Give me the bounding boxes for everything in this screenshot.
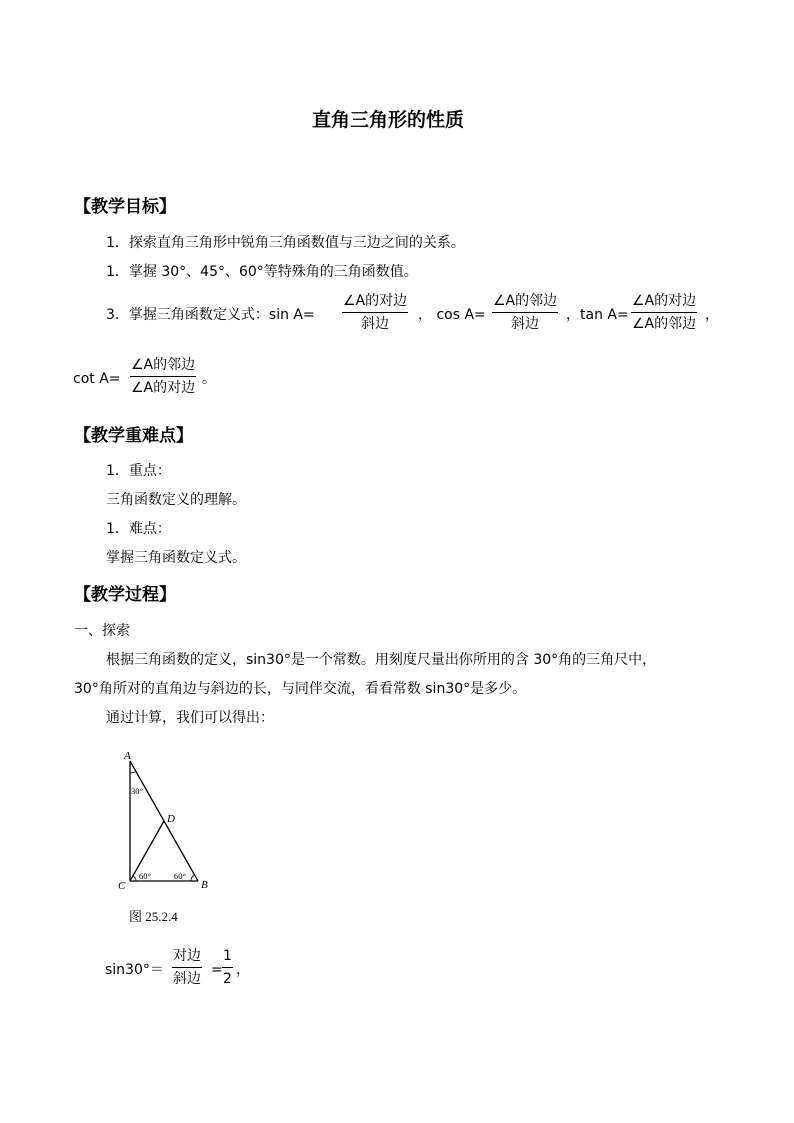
formula-fraction-value (222, 947, 233, 988)
angle-label-c: 60° (139, 871, 151, 881)
formula-value-numerator: 1 (223, 948, 232, 964)
cos-denominator: 斜边 (511, 316, 540, 332)
angle-arc-c (133, 876, 136, 881)
sin-numerator: ∠A的对边 (343, 293, 408, 309)
tan-fraction (631, 292, 697, 333)
vertex-label-d: D (167, 813, 175, 825)
cot-label: cot A= (73, 371, 121, 387)
goal-item-1: 1．探索直角三角形中锐角三角函数值与三边之间的关系。 (106, 235, 465, 251)
focus-label: 1．重点： (106, 463, 171, 479)
cot-suffix: 。 (202, 371, 216, 387)
cos-label: ， cos A= (418, 307, 486, 323)
tan-suffix: ， (705, 307, 719, 323)
page-title: 直角三角形的性质 (312, 109, 465, 131)
vertex-label-a: A (124, 750, 131, 762)
cos-numerator: ∠A的邻边 (493, 293, 558, 309)
cot-fraction (130, 356, 196, 397)
tan-label: ，tan A= (566, 307, 629, 323)
sin-fraction (342, 292, 408, 333)
difficulty-label: 1．难点： (106, 521, 171, 537)
goal-item-2: 1．掌握 30°、45°、60°等特殊角的三角函数值。 (106, 264, 418, 280)
section-heading-goals: 【教学目标】 (74, 197, 176, 217)
cot-numerator: ∠A的邻边 (131, 357, 196, 373)
paragraph-1-line-2: 30°角所对的直角边与斜边的长，与同伴交流，看看常数 sin30°是多少。 (74, 681, 527, 697)
figure-caption: 图 25.2.4 (129, 909, 178, 924)
cot-denominator: ∠A的对边 (131, 380, 196, 396)
triangle-figure (110, 745, 220, 895)
paragraph-1-line-1: 根据三角函数的定义，sin30°是一个常数。用刻度尺量出你所用的含 30°角的三角尺中， (106, 652, 657, 668)
formula-fraction-sides (172, 947, 202, 988)
paragraph-2: 通过计算，我们可以得出： (106, 710, 274, 726)
sin-denominator: 斜边 (361, 316, 390, 332)
tan-numerator: ∠A的对边 (632, 293, 697, 309)
focus-text: 三角函数定义的理解。 (106, 492, 246, 508)
section-heading-process: 【教学过程】 (74, 585, 176, 605)
formula-prefix: sin30°＝ (105, 962, 164, 978)
formula-value-denominator: 2 (223, 971, 232, 987)
goal-item-3-prefix: 3．掌握三角函数定义式：sin A= (106, 307, 315, 323)
angle-label-a: 30° (131, 786, 143, 796)
angle-arc-a (130, 772, 136, 774)
angle-arc-b (191, 875, 195, 881)
tan-denominator: ∠A的邻边 (632, 316, 697, 332)
formula-numerator-opposite: 对边 (173, 948, 201, 964)
section-heading-key-points: 【教学重难点】 (74, 426, 193, 446)
part1-heading: 一、探索 (74, 623, 130, 639)
formula-equals: = (211, 962, 223, 978)
formula-suffix: ， (236, 962, 250, 978)
vertex-label-b: B (201, 879, 208, 891)
angle-label-b: 60° (174, 871, 186, 881)
vertex-label-c: C (118, 880, 126, 892)
difficulty-text: 掌握三角函数定义式。 (106, 550, 246, 566)
cos-fraction (492, 292, 558, 333)
formula-denominator-hypotenuse: 斜边 (173, 971, 201, 987)
